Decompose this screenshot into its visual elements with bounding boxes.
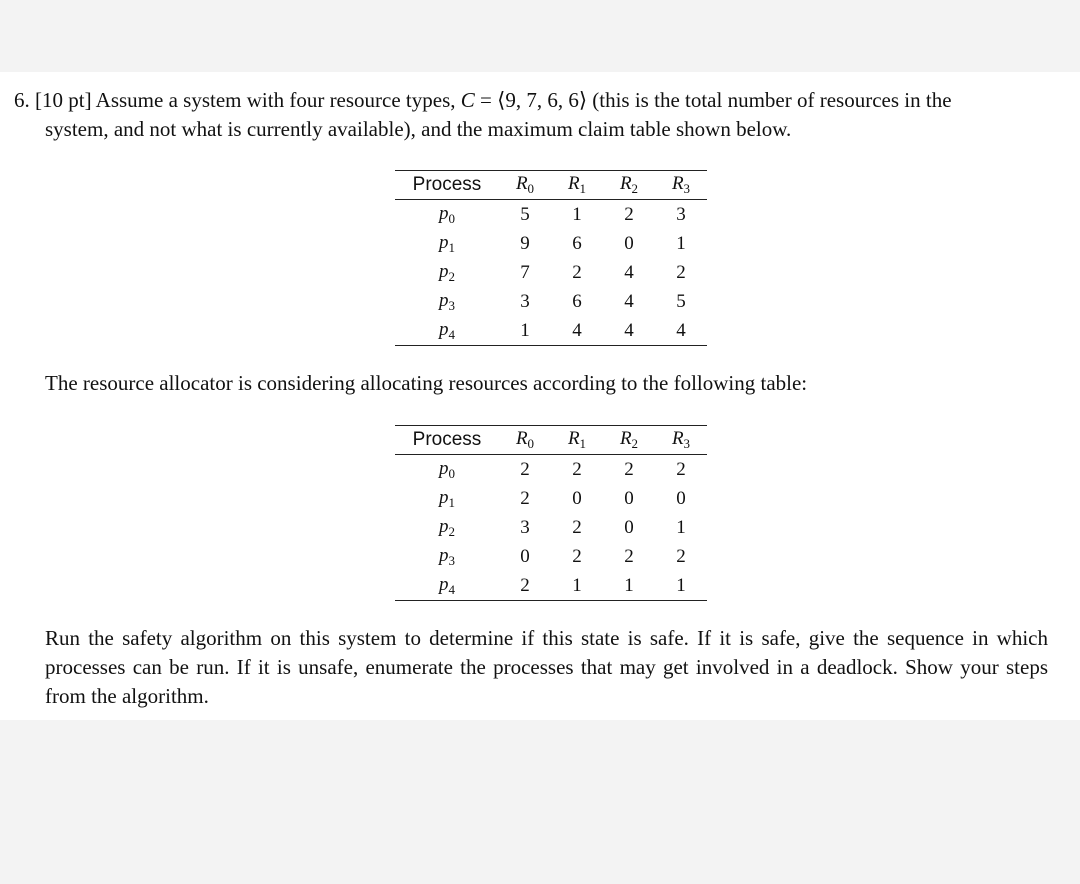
table-cell: 0 [624, 516, 634, 538]
table-cell: 7 [520, 261, 530, 283]
process-column-header: Process [395, 171, 499, 200]
process-name: $p_4$ [395, 316, 499, 346]
table-cell: 2 [624, 458, 634, 480]
allocation-intro-text: The resource allocator is considering allocating resources according to the following table: [45, 371, 808, 395]
question-number: 6. [14, 88, 30, 112]
table-cell: 3 [520, 290, 530, 312]
table-row [395, 229, 707, 258]
table-cell: 2 [520, 458, 530, 480]
resource-vector-value: ⟨9, 7, 6, 6⟩ [497, 88, 588, 112]
table-cell: 2 [572, 545, 582, 567]
table-row [395, 316, 707, 346]
table-cell: 2 [676, 545, 686, 567]
r1-column-header: $R_1$ [551, 426, 603, 455]
table-cell: 0 [624, 487, 634, 509]
table-cell: 1 [499, 316, 551, 346]
r0-column-header: $R_0$ [499, 426, 551, 455]
task-instructions: Run the safety algorithm on this system to determine if this state is safe. If it is safe, give the sequence in which processes can be run. If it is unsafe, enumerate the processes that may get involved in a deadlock. Show your steps from the algorithm. [45, 626, 1048, 708]
resource-vector-symbol: C [460, 88, 475, 112]
table-cell: 0 [572, 487, 582, 509]
table-cell: 2 [624, 545, 634, 567]
table-cell: 2 [572, 261, 582, 283]
process-name: $p_4$ [395, 571, 499, 601]
table-cell: 2 [572, 516, 582, 538]
table-row [395, 571, 707, 601]
table-cell: 0 [676, 487, 686, 509]
table-cell: 1 [676, 232, 686, 254]
r3-column-header: $R_3$ [655, 171, 707, 200]
table-cell: 5 [676, 290, 686, 312]
table-row [395, 258, 707, 287]
table-cell: 2 [520, 487, 530, 509]
table-cell: 0 [624, 232, 634, 254]
max-claim-table [395, 170, 707, 346]
process-name: $p_3$ [439, 289, 455, 313]
table-cell: 4 [624, 261, 634, 283]
table-row [395, 200, 707, 230]
table-cell: 0 [520, 545, 530, 567]
table-cell: 4 [551, 316, 603, 346]
process-name: $p_0$ [439, 202, 455, 226]
table-cell: 6 [572, 232, 582, 254]
r3-column-header: $R_3$ [655, 426, 707, 455]
table-cell: 4 [603, 316, 655, 346]
process-name: $p_3$ [439, 544, 455, 568]
table-cell: 1 [655, 571, 707, 601]
question-intro-line2: system, and not what is currently available), and the maximum claim table shown below. [45, 117, 792, 141]
process-name: $p_1$ [439, 486, 455, 510]
table-row [395, 455, 707, 485]
process-name: $p_2$ [439, 260, 455, 284]
table-cell: 1 [676, 516, 686, 538]
table-cell: 2 [499, 571, 551, 601]
table-cell: 2 [624, 203, 634, 225]
equals-sign: = [480, 88, 492, 112]
table-row [395, 513, 707, 542]
question-intro-rest: (this is the total number of resources in the [592, 88, 952, 112]
r0-column-header: $R_0$ [499, 171, 551, 200]
table-cell: 4 [624, 290, 634, 312]
table-header-row [395, 171, 707, 200]
table-cell: 2 [572, 458, 582, 480]
r2-column-header: $R_2$ [603, 426, 655, 455]
process-name: $p_1$ [439, 231, 455, 255]
table-cell: 1 [603, 571, 655, 601]
question-intro: Assume a system with four resource types, [95, 88, 456, 112]
table-cell: 1 [572, 203, 582, 225]
table-row [395, 542, 707, 571]
table-cell: 5 [520, 203, 530, 225]
table-row [395, 484, 707, 513]
table-cell: 9 [520, 232, 530, 254]
process-name: $p_2$ [439, 515, 455, 539]
table-cell: 2 [676, 261, 686, 283]
process-column-header: Process [395, 426, 499, 455]
table-cell: 3 [520, 516, 530, 538]
r1-column-header: $R_1$ [551, 171, 603, 200]
question-statement [14, 86, 1054, 144]
table-row [395, 287, 707, 316]
table-cell: 1 [551, 571, 603, 601]
question-points: [10 pt] [35, 88, 92, 112]
table-cell: 6 [572, 290, 582, 312]
table-cell: 3 [676, 203, 686, 225]
table-cell: 4 [655, 316, 707, 346]
r2-column-header: $R_2$ [603, 171, 655, 200]
table-header-row [395, 426, 707, 455]
document-page [0, 72, 1080, 720]
process-name: $p_0$ [439, 457, 455, 481]
allocation-table [395, 425, 707, 601]
table-cell: 2 [676, 458, 686, 480]
